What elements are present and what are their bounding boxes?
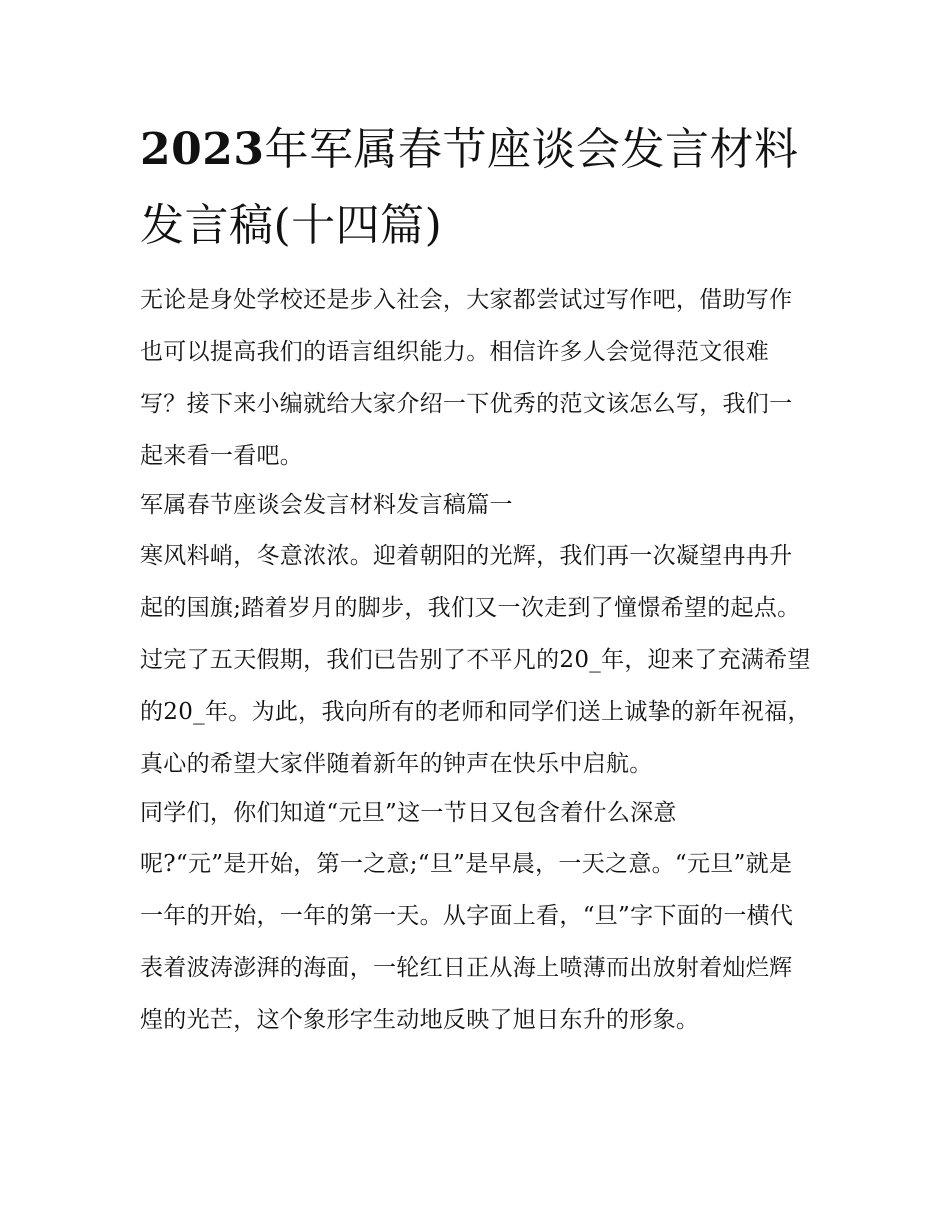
body-paragraph-1: 寒风料峭，冬意浓浓。迎着朝阳的光辉，我们再一次凝望冉冉升起的国旗;踏着岁月的脚步，我们又一次走到了憧憬希望的起点。过完了五天假期，我们已告别了不平凡的20_年，迎来了充满希望的20_年。为此，我向所有的老师和同学们送上诚挚的新年祝福，真心的希望大家伴随着新年的钟声在快乐中启航。 [140, 543, 811, 777]
document-body [140, 112, 812, 1046]
title-text: 年军属春节座谈会发言材料发言稿(十四篇) [140, 124, 799, 251]
title-year: 2023 [140, 124, 265, 175]
section-heading: 军属春节座谈会发言材料发言稿篇一 [140, 492, 513, 518]
intro-paragraph: 无论是身处学校还是步入社会，大家都尝试过写作吧，借助写作也可以提高我们的语言组织能力。相信许多人会觉得范文很难写？接下来小编就给大家介绍一下优秀的范文该怎么写，我们一起来看一看吧。 [140, 287, 793, 469]
body-paragraph-2-first-line: 同学们，你们知道“元旦”这一节日又包含着什么深意 [140, 800, 677, 826]
body-paragraph-2: 呢?“元”是开始，第一之意;“旦”是早晨，一天之意。“元旦”就是一年的开始，一年的第一天。从字面上看，“旦”字下面的一横代表着波涛澎湃的海面，一轮红日正从海上喷薄而出放射着灿烂辉煌的光芒，这个象形字生动地反映了旭日东升的形象。 [140, 851, 794, 1033]
document-title [140, 112, 812, 264]
